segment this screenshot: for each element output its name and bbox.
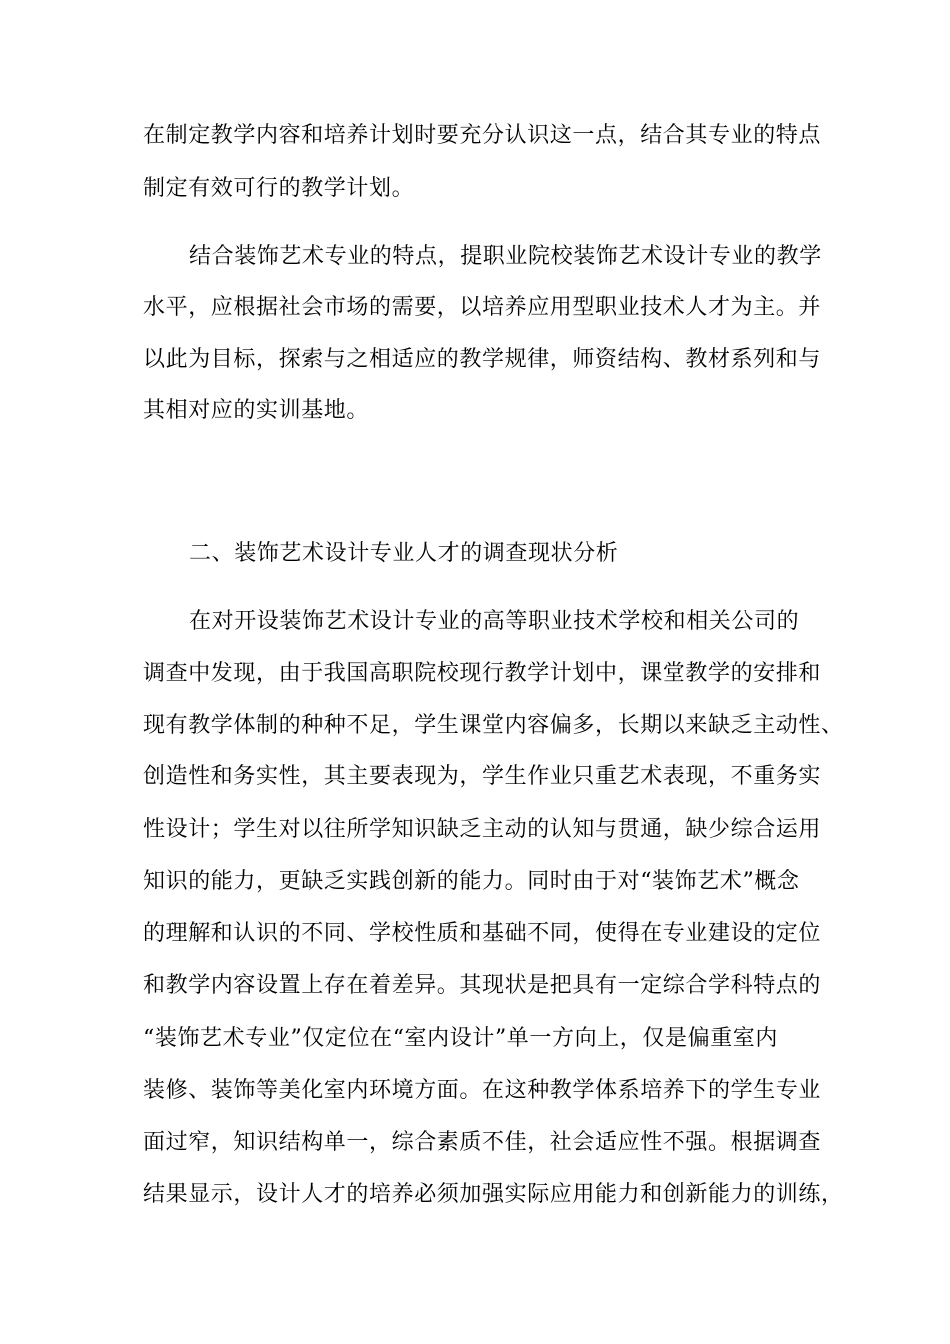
paragraph-3-line-9: “装饰艺术专业”仅定位在“室内设计”单一方向上，仅是偏重室内: [143, 1026, 778, 1051]
paragraph-2-line-2: 水平，应根据社会市场的需要，以培养应用型职业技术人才为主。并: [143, 295, 822, 320]
paragraph-1-line-2: 制定有效可行的教学计划。: [143, 176, 415, 201]
paragraph-3-line-7: 的理解和认识的不同、学校性质和基础不同，使得在专业建设的定位: [143, 921, 822, 946]
paragraph-3-line-11: 面过窄，知识结构单一，综合素质不佳，社会适应性不强。根据调查: [143, 1130, 822, 1155]
paragraph-3-line-3: 现有教学体制的种种不足，学生课堂内容偏多，长期以来缺乏主动性、: [143, 713, 844, 738]
paragraph-3-line-8: 和教学内容设置上存在着差异。其现状是把具有一定综合学科特点的: [143, 973, 822, 998]
paragraph-3-line-6: 知识的能力，更缺乏实践创新的能力。同时由于对“装饰艺术”概念: [143, 869, 800, 894]
paragraph-2-line-3: 以此为目标，探索与之相适应的教学规律，师资结构、教材系列和与: [143, 347, 822, 372]
section-heading: 二、装饰艺术设计专业人才的调查现状分析: [189, 541, 619, 566]
paragraph-3-line-5: 性设计；学生对以往所学知识缺乏主动的认知与贯通，缺少综合运用: [143, 817, 822, 842]
paragraph-1-line-1: 在制定教学内容和培养计划时要充分认识这一点，结合其专业的特点: [143, 123, 822, 148]
paragraph-3-line-4: 创造性和务实性，其主要表现为，学生作业只重艺术表现，不重务实: [143, 764, 822, 789]
paragraph-3-line-10: 装修、装饰等美化室内环境方面。在这种教学体系培养下的学生专业: [143, 1078, 822, 1103]
paragraph-2-line-1: 结合装饰艺术专业的特点，提职业院校装饰艺术设计专业的教学: [189, 244, 822, 269]
paragraph-3-line-12: 结果显示，设计人才的培养必须加强实际应用能力和创新能力的训练，: [143, 1182, 844, 1207]
paragraph-3-line-1: 在对开设装饰艺术设计专业的高等职业技术学校和相关公司的: [189, 609, 800, 634]
paragraph-3-line-2: 调查中发现，由于我国高职院校现行教学计划中，课堂教学的安排和: [143, 661, 822, 686]
paragraph-2-line-4: 其相对应的实训基地。: [143, 398, 370, 423]
